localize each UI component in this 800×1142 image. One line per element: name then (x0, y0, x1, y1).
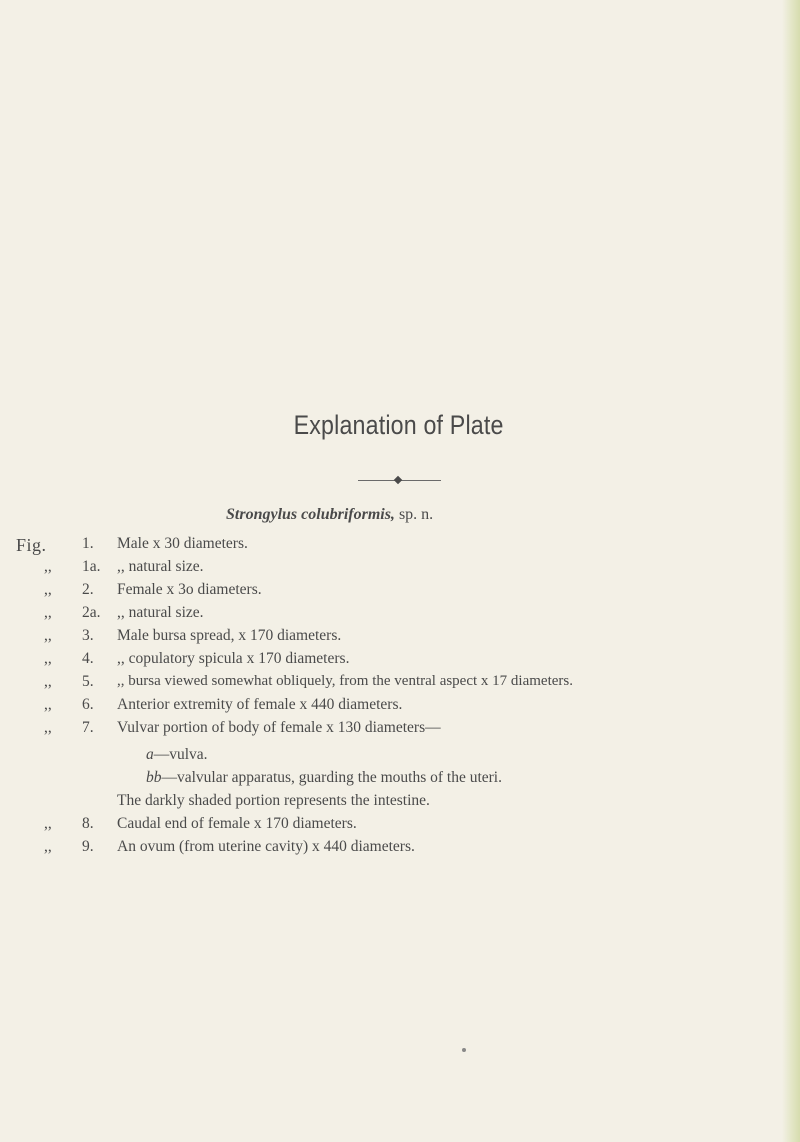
figure-caption: ,, natural size. (117, 558, 204, 575)
paper-speck (462, 1048, 466, 1052)
detail-bb-text: —valvular apparatus, guarding the mouths of the uteri. (161, 769, 502, 786)
figure-number: 7. (82, 719, 94, 736)
figure-caption: ,, natural size. (117, 604, 204, 621)
ditto-mark: ,, (44, 604, 52, 621)
ditto-mark: ,, (44, 719, 52, 736)
figure-caption: ,, bursa viewed somewhat obliquely, from the ventral aspect x 17 diameters. (117, 673, 573, 689)
figure-caption: Anterior extremity of female x 440 diameters. (117, 696, 403, 713)
figure-number: 4. (82, 650, 94, 667)
figure-number: 5. (82, 673, 94, 690)
figure-number: 3. (82, 627, 94, 644)
figure-caption: Vulvar portion of body of female x 130 diameters— (117, 719, 441, 736)
species-suffix: sp. n. (398, 506, 434, 523)
figure-number: 9. (82, 838, 94, 855)
figure-number: 1. (82, 535, 94, 552)
figure-caption: Male bursa spread, x 170 diameters. (117, 627, 342, 644)
figure-caption: Female x 3o diameters. (117, 581, 262, 598)
figure-number: 6. (82, 696, 94, 713)
plate-title: Explanation of Plate (293, 410, 504, 440)
detail-note: The darkly shaded portion represents the intestine. (117, 792, 430, 809)
species-binomial: Strongylus colubriformis, (226, 506, 395, 523)
ditto-mark: ,, (44, 815, 52, 832)
figure-caption: Male x 30 diameters. (117, 535, 248, 552)
detail-bb (146, 769, 502, 787)
detail-a (146, 746, 208, 764)
figure-number: 2a. (82, 604, 101, 621)
ditto-mark: ,, (44, 838, 52, 855)
ditto-mark: ,, (44, 627, 52, 644)
detail-a-text: —vulva. (153, 746, 208, 763)
figure-caption: Caudal end of female x 170 diameters. (117, 815, 357, 832)
figure-caption: An ovum (from uterine cavity) x 440 diameters. (117, 838, 415, 855)
ditto-mark: ,, (44, 558, 52, 575)
figure-caption: ,, copulatory spicula x 170 diameters. (117, 650, 350, 667)
ditto-mark: ,, (44, 673, 52, 690)
figure-number: 2. (82, 581, 94, 598)
figure-number: 1a. (82, 558, 101, 575)
ditto-mark: ,, (44, 581, 52, 598)
ditto-mark: ,, (44, 650, 52, 667)
fig-prefix: Fig. (16, 535, 47, 555)
detail-bb-label: bb (146, 769, 162, 786)
detail-a-label: a (146, 746, 154, 763)
ditto-mark: ,, (44, 696, 52, 713)
figure-number: 8. (82, 815, 94, 832)
